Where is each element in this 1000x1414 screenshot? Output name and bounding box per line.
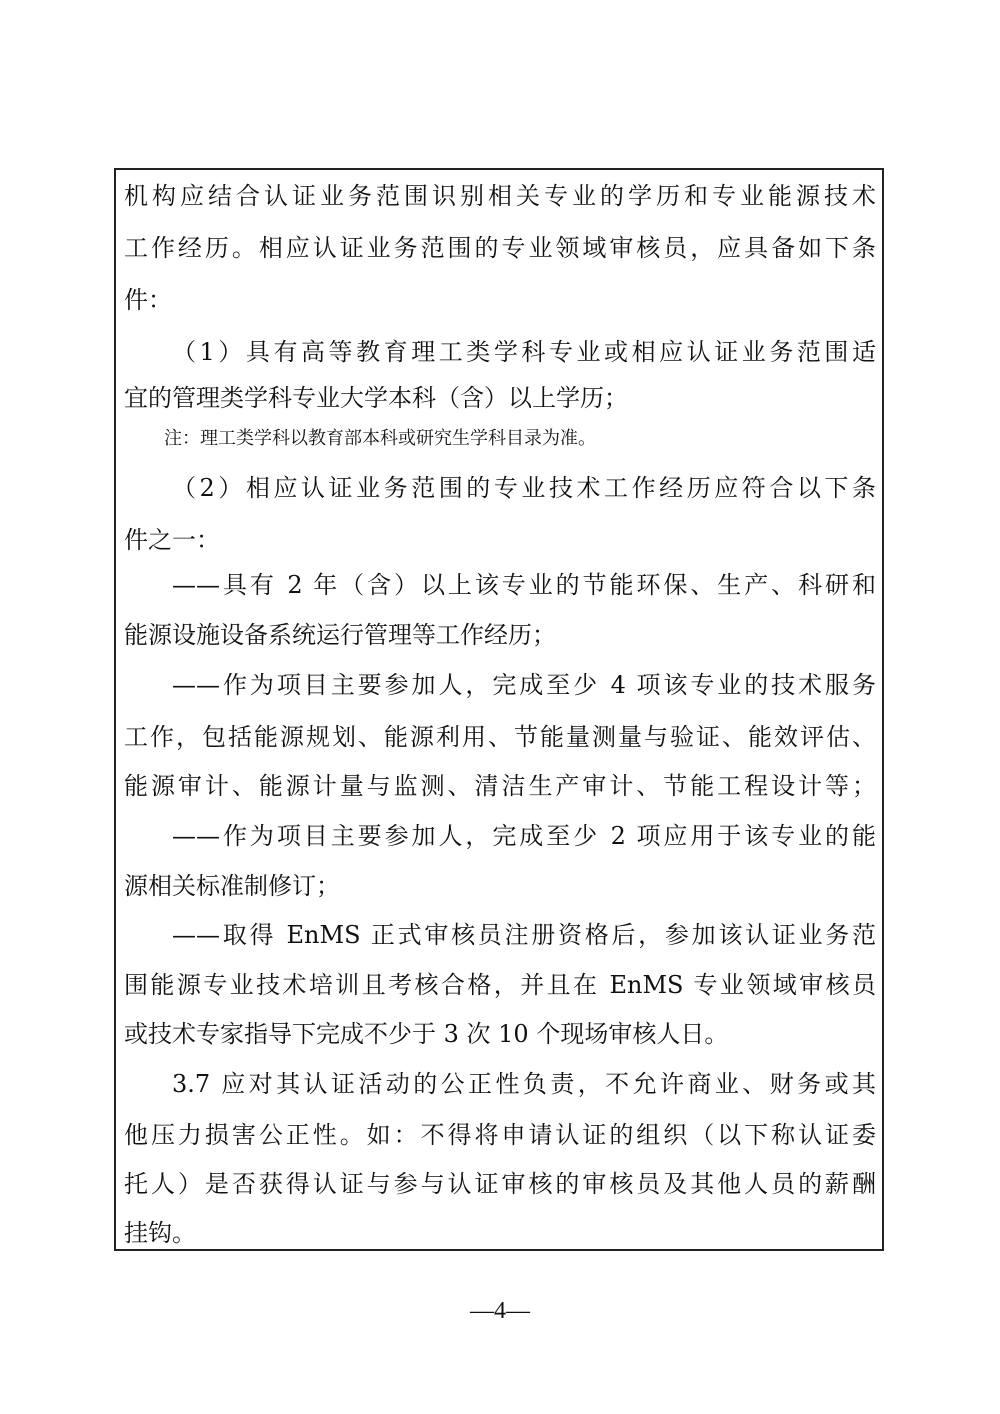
text-line: 源相关标准制修订； [124,872,340,900]
text-line: ——取得 EnMS 正式审核员注册资格后，参加该认证业务范 [172,921,876,949]
text-line: 托人）是否获得认证与参与认证审核的审核员及其他人员的薪酬 [124,1170,876,1198]
text-line: 能源审计、能源计量与监测、清洁生产审计、节能工程设计等； [124,772,876,800]
page-number: —4— [470,1298,530,1324]
text-line: 挂钩。 [124,1219,196,1247]
text-line: ——作为项目主要参加人，完成至少 2 项应用于该专业的能 [172,822,876,850]
text-line: 3.7 应对其认证活动的公正性负责，不允许商业、财务或其 [172,1070,876,1098]
text-line: 工作经历。相应认证业务范围的专业领域审核员，应具备如下条 [124,234,876,262]
text-line: （2）相应认证业务范围的专业技术工作经历应符合以下条 [172,474,876,502]
text-line: ——具有 2 年（含）以上该专业的节能环保、生产、科研和 [172,571,876,599]
text-line: 宜的管理类学科专业大学本科（含）以上学历； [124,384,628,412]
text-line: 件之一： [124,526,220,554]
text-line: 件： [124,286,172,314]
text-line: 能源设施设备系统运行管理等工作经历； [124,621,556,649]
text-line: ——作为项目主要参加人，完成至少 4 项该专业的技术服务 [172,671,876,699]
text-line: 他压力损害公正性。如：不得将申请认证的组织（以下称认证委 [124,1121,876,1149]
text-line: 机构应结合认证业务范围识别相关专业的学历和专业能源技术 [124,182,876,210]
text-line: 围能源专业技术培训且考核合格，并且在 EnMS 专业领域审核员 [124,971,876,999]
text-line: 或技术专家指导下完成不少于 3 次 10 个现场审核人日。 [124,1020,729,1048]
note-text: 注：理工类学科以教育部本科或研究生学科目录为准。 [164,428,596,449]
text-line: （1）具有高等教育理工类学科专业或相应认证业务范围适 [172,338,876,366]
text-line: 工作，包括能源规划、能源利用、节能量测量与验证、能效评估、 [124,723,876,751]
